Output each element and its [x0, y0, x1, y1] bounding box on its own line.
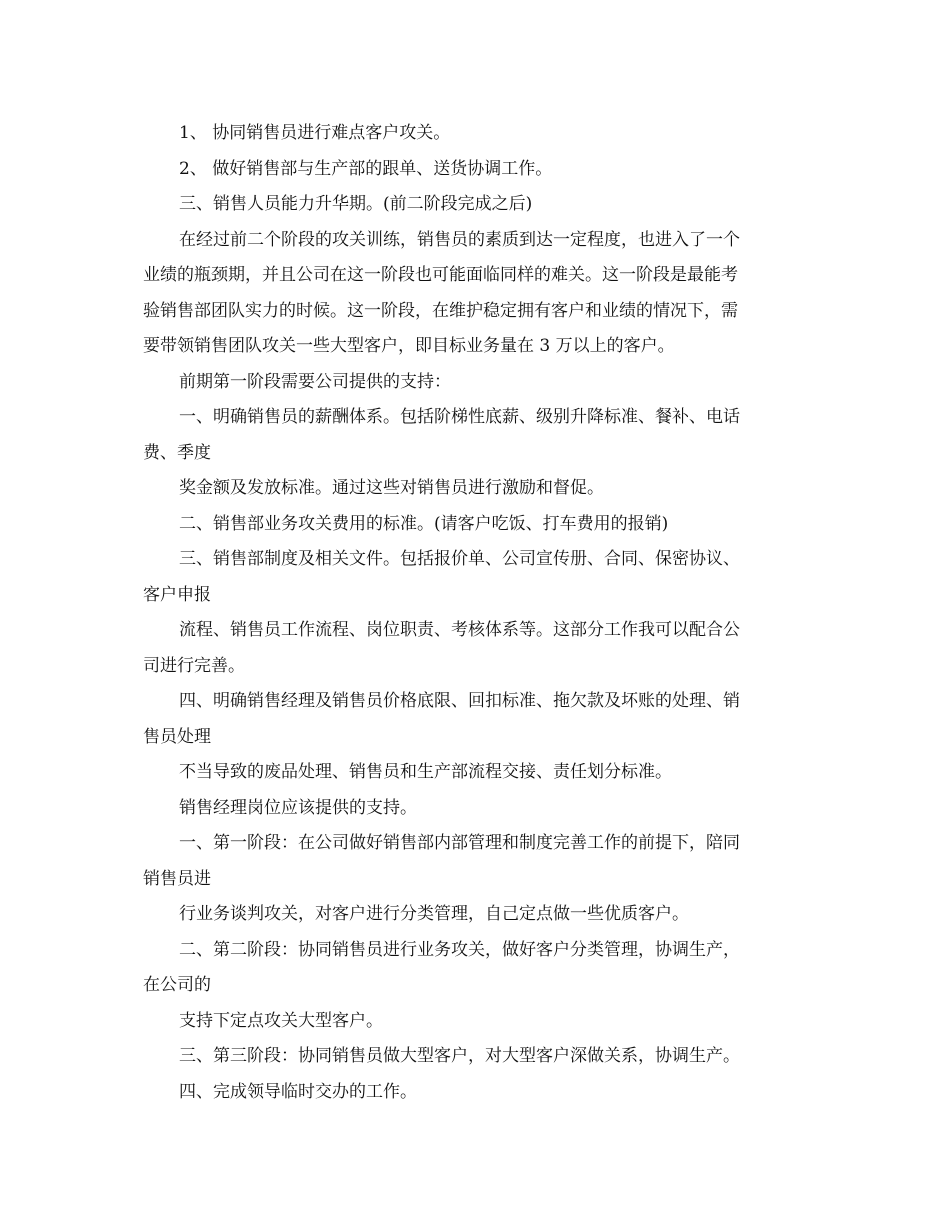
paragraph-heading: 前期第一阶段需要公司提供的支持： [179, 371, 451, 392]
paragraph-line: 司进行完善。 [143, 655, 245, 676]
paragraph-line: 支持下定点攻关大型客户。 [179, 1010, 383, 1031]
paragraph-line: 一、第一阶段：在公司做好销售部内部管理和制度完善工作的前提下，陪同 [179, 833, 740, 853]
paragraph-heading: 销售经理岗位应该提供的支持。 [179, 797, 417, 818]
paragraph-line: 验销售部团队实力的时候。这一阶段，在维护稳定拥有客户和业绩的情况下，需 [143, 300, 738, 321]
paragraph-line: 三、第三阶段：协同销售员做大型客户，对大型客户深做关系，协调生产。 [179, 1046, 740, 1066]
paragraph-line: 费、季度 [143, 442, 211, 463]
list-item-1: 1、 协同销售员进行难点客户攻关。 [179, 123, 451, 143]
paragraph-line: 三、销售部制度及相关文件。包括报价单、公司宣传册、合同、保密协议、 [179, 549, 740, 569]
paragraph-line: 流程、销售员工作流程、岗位职责、考核体系等。这部分工作我可以配合公 [179, 620, 740, 640]
paragraph-line: 要带领销售团队攻关一些大型客户，即目标业务量在 3 万以上的客户。 [143, 336, 675, 356]
paragraph-line: 客户申报 [143, 584, 211, 605]
paragraph-line: 售员处理 [143, 726, 211, 747]
paragraph-line: 销售员进 [143, 868, 211, 889]
paragraph-line: 二、销售部业务攻关费用的标准。(请客户吃饭、打车费用的报销) [179, 513, 669, 534]
paragraph-line: 奖金额及发放标准。通过这些对销售员进行激励和督促。 [179, 478, 604, 498]
paragraph-line: 一、明确销售员的薪酬体系。包括阶梯性底薪、级别升降标准、餐补、电话 [179, 407, 740, 427]
paragraph-line: 四、完成领导临时交办的工作。 [179, 1081, 417, 1102]
paragraph-line: 业绩的瓶颈期，并且公司在这一阶段也可能面临同样的难关。这一阶段是最能考 [143, 265, 738, 285]
paragraph-line: 在经过前二个阶段的攻关训练，销售员的素质到达一定程度，也进入了一个 [179, 229, 740, 250]
paragraph-line: 行业务谈判攻关，对客户进行分类管理，自己定点做一些优质客户。 [179, 904, 689, 924]
section-heading-3: 三、销售人员能力升华期。(前二阶段完成之后) [179, 194, 533, 214]
list-item-2: 2、 做好销售部与生产部的跟单、送货协调工作。 [179, 158, 553, 179]
paragraph-line: 四、明确销售经理及销售员价格底限、回扣标准、拖欠款及坏账的处理、销 [179, 691, 740, 711]
paragraph-line: 不当导致的废品处理、销售员和生产部流程交接、责任划分标准。 [179, 762, 672, 782]
document-body [143, 116, 803, 1110]
paragraph-line: 二、第二阶段：协同销售员进行业务攻关，做好客户分类管理，协调生产， [179, 939, 740, 960]
paragraph-line: 在公司的 [143, 975, 211, 995]
